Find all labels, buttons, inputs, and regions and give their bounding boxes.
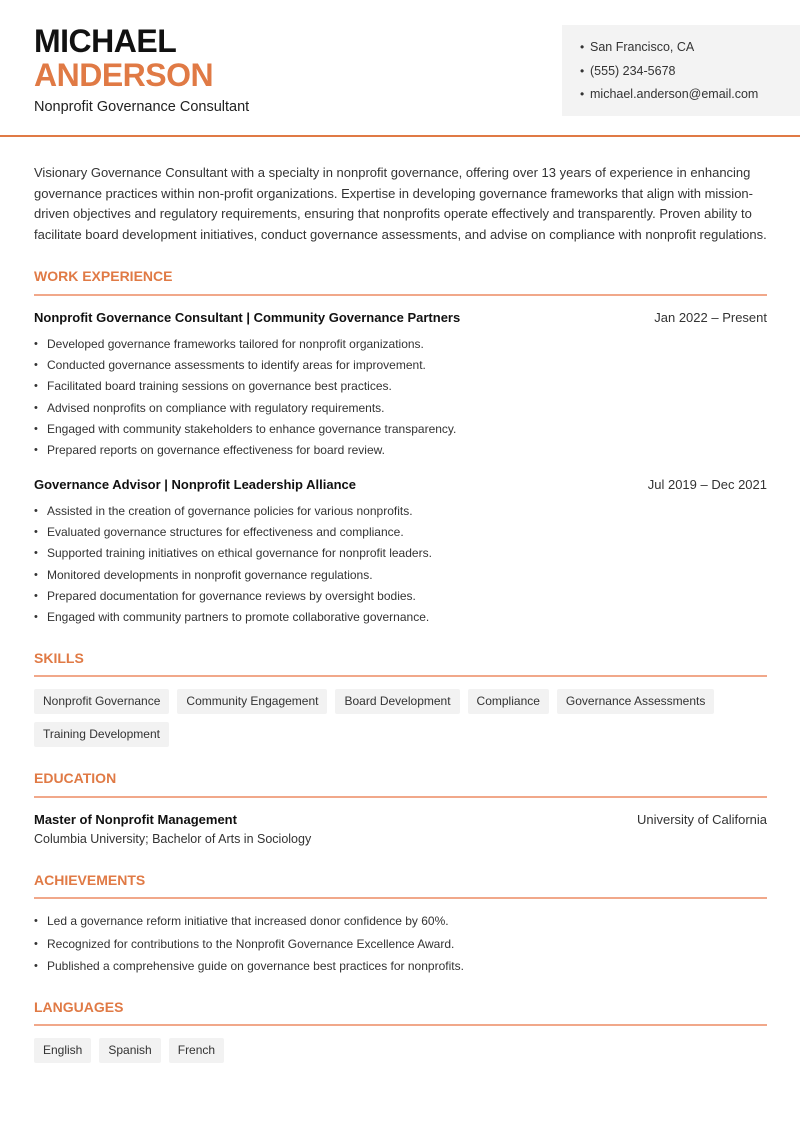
skill-tag: Training Development — [34, 722, 169, 747]
bullet-icon: • — [34, 359, 38, 372]
section-title-languages: LANGUAGES — [34, 999, 124, 1015]
list-item — [34, 958, 767, 981]
section-title-achievements: ACHIEVEMENTS — [34, 872, 146, 888]
list-item — [34, 524, 767, 545]
bullet-text: Conducted governance assessments to identify areas for improvement. — [47, 358, 426, 373]
list-item — [34, 503, 767, 524]
bullet-text: Engaged with community stakeholders to enhance governance transparency. — [47, 421, 457, 436]
education-details: Columbia University; Bachelor of Arts in Sociology — [34, 832, 312, 846]
resume-header — [0, 0, 800, 137]
bullet-text: Evaluated governance structures for effectiveness and compliance. — [47, 525, 404, 540]
job-dates: Jul 2019 – Dec 2021 — [647, 477, 767, 492]
bullet-text: Led a governance reform initiative that increased donor confidence by 60%. — [47, 914, 449, 928]
job-bullets — [34, 503, 767, 630]
bullet-text: Prepared documentation for governance reviews by oversight bodies. — [47, 588, 416, 603]
job-role: Nonprofit Governance Consultant | Community Governance Partners — [34, 310, 461, 325]
skill-tag: Board Development — [335, 689, 459, 714]
contact-email-text[interactable]: michael.anderson@email.com — [590, 87, 759, 101]
bullet-icon: • — [580, 40, 585, 54]
bullet-icon: • — [34, 589, 38, 602]
languages-tags — [34, 1038, 767, 1063]
list-item — [34, 588, 767, 609]
bullet-icon: • — [34, 380, 38, 393]
list-item — [34, 545, 767, 566]
contact-phone-text: (555) 234-5678 — [590, 63, 676, 78]
skill-tag: Compliance — [468, 689, 549, 714]
bullet-icon: • — [34, 401, 38, 414]
list-item — [34, 609, 767, 630]
list-item — [34, 421, 767, 442]
bullet-icon: • — [34, 422, 38, 435]
bullet-text: Published a comprehensive guide on governance best practices for nonprofits. — [47, 959, 464, 973]
bullet-icon: • — [34, 338, 38, 350]
list-item — [34, 378, 767, 399]
job-header — [34, 310, 767, 325]
list-item — [34, 442, 767, 463]
section-divider — [34, 796, 767, 798]
section-divider — [34, 294, 767, 296]
professional-summary: Visionary Governance Consultant with a specialty in nonprofit governance, offering over 13 years of experience in enhancing governance practices within non-profit organizations. Expertise in developing governance frameworks that align with mission-driven objectives and regulatory requirements, ensuring that nonprofits operate effectively and transparently. Proven ability to facilitate board development initiatives, conduct governance assessments, and advise on compliance with nonprofit regulations. — [34, 165, 767, 243]
bullet-text: Advised nonprofits on compliance with regulatory requirements. — [47, 400, 385, 415]
section-divider — [34, 1024, 767, 1026]
bullet-icon: • — [34, 505, 38, 517]
job-header — [34, 477, 767, 492]
section-title-work-experience: WORK EXPERIENCE — [34, 268, 173, 284]
job-role: Governance Advisor | Nonprofit Leadership Alliance — [34, 477, 356, 492]
list-item — [34, 936, 767, 959]
skill-tag: Nonprofit Governance — [34, 689, 169, 714]
job-title: Nonprofit Governance Consultant — [34, 99, 250, 115]
bullet-icon: • — [34, 960, 38, 972]
contact-location — [580, 39, 800, 63]
bullet-text: Developed governance frameworks tailored for nonprofit organizations. — [47, 337, 424, 351]
bullet-text: Recognized for contributions to the Nonprofit Governance Excellence Award. — [47, 936, 455, 951]
language-tag: English — [34, 1038, 91, 1063]
contact-email — [580, 86, 800, 110]
last-name: ANDERSON — [34, 57, 214, 93]
bullet-icon: • — [34, 915, 38, 927]
skill-tag: Community Engagement — [177, 689, 327, 714]
section-divider — [34, 897, 767, 899]
list-item — [34, 357, 767, 378]
bullet-icon: • — [580, 87, 585, 101]
education-header — [34, 812, 767, 827]
section-title-education: EDUCATION — [34, 770, 117, 786]
skills-tags — [34, 689, 767, 747]
contact-box — [562, 25, 800, 116]
job-dates: Jan 2022 – Present — [654, 310, 767, 325]
bullet-icon: • — [34, 937, 38, 950]
bullet-text: Monitored developments in nonprofit governance regulations. — [47, 567, 373, 582]
school: University of California — [636, 812, 767, 827]
bullet-text: Prepared reports on governance effectiveness for board review. — [47, 442, 385, 457]
bullet-text: Engaged with community partners to promote collaborative governance. — [47, 609, 430, 624]
bullet-text: Assisted in the creation of governance policies for various nonprofits. — [47, 504, 413, 518]
bullet-icon: • — [34, 568, 38, 581]
skill-tag: Governance Assessments — [557, 689, 714, 714]
list-item — [34, 913, 767, 936]
bullet-text: Supported training initiatives on ethical governance for nonprofit leaders. — [47, 546, 432, 561]
list-item — [34, 400, 767, 421]
contact-phone — [580, 63, 800, 87]
bullet-icon: • — [34, 526, 38, 539]
list-item — [34, 336, 767, 357]
bullet-icon: • — [34, 443, 38, 456]
bullet-icon: • — [34, 547, 38, 560]
first-name: MICHAEL — [34, 23, 177, 59]
language-tag: Spanish — [99, 1038, 160, 1063]
contact-location-text: San Francisco, CA — [590, 40, 695, 54]
section-divider — [34, 675, 767, 677]
list-item — [34, 567, 767, 588]
achievements-list — [34, 913, 767, 981]
bullet-icon: • — [580, 63, 585, 78]
bullet-icon: • — [34, 610, 38, 623]
section-title-skills: SKILLS — [34, 650, 84, 666]
language-tag: French — [169, 1038, 224, 1063]
job-bullets — [34, 336, 767, 463]
bullet-text: Facilitated board training sessions on governance best practices. — [47, 379, 392, 394]
degree: Master of Nonprofit Management — [34, 812, 237, 827]
